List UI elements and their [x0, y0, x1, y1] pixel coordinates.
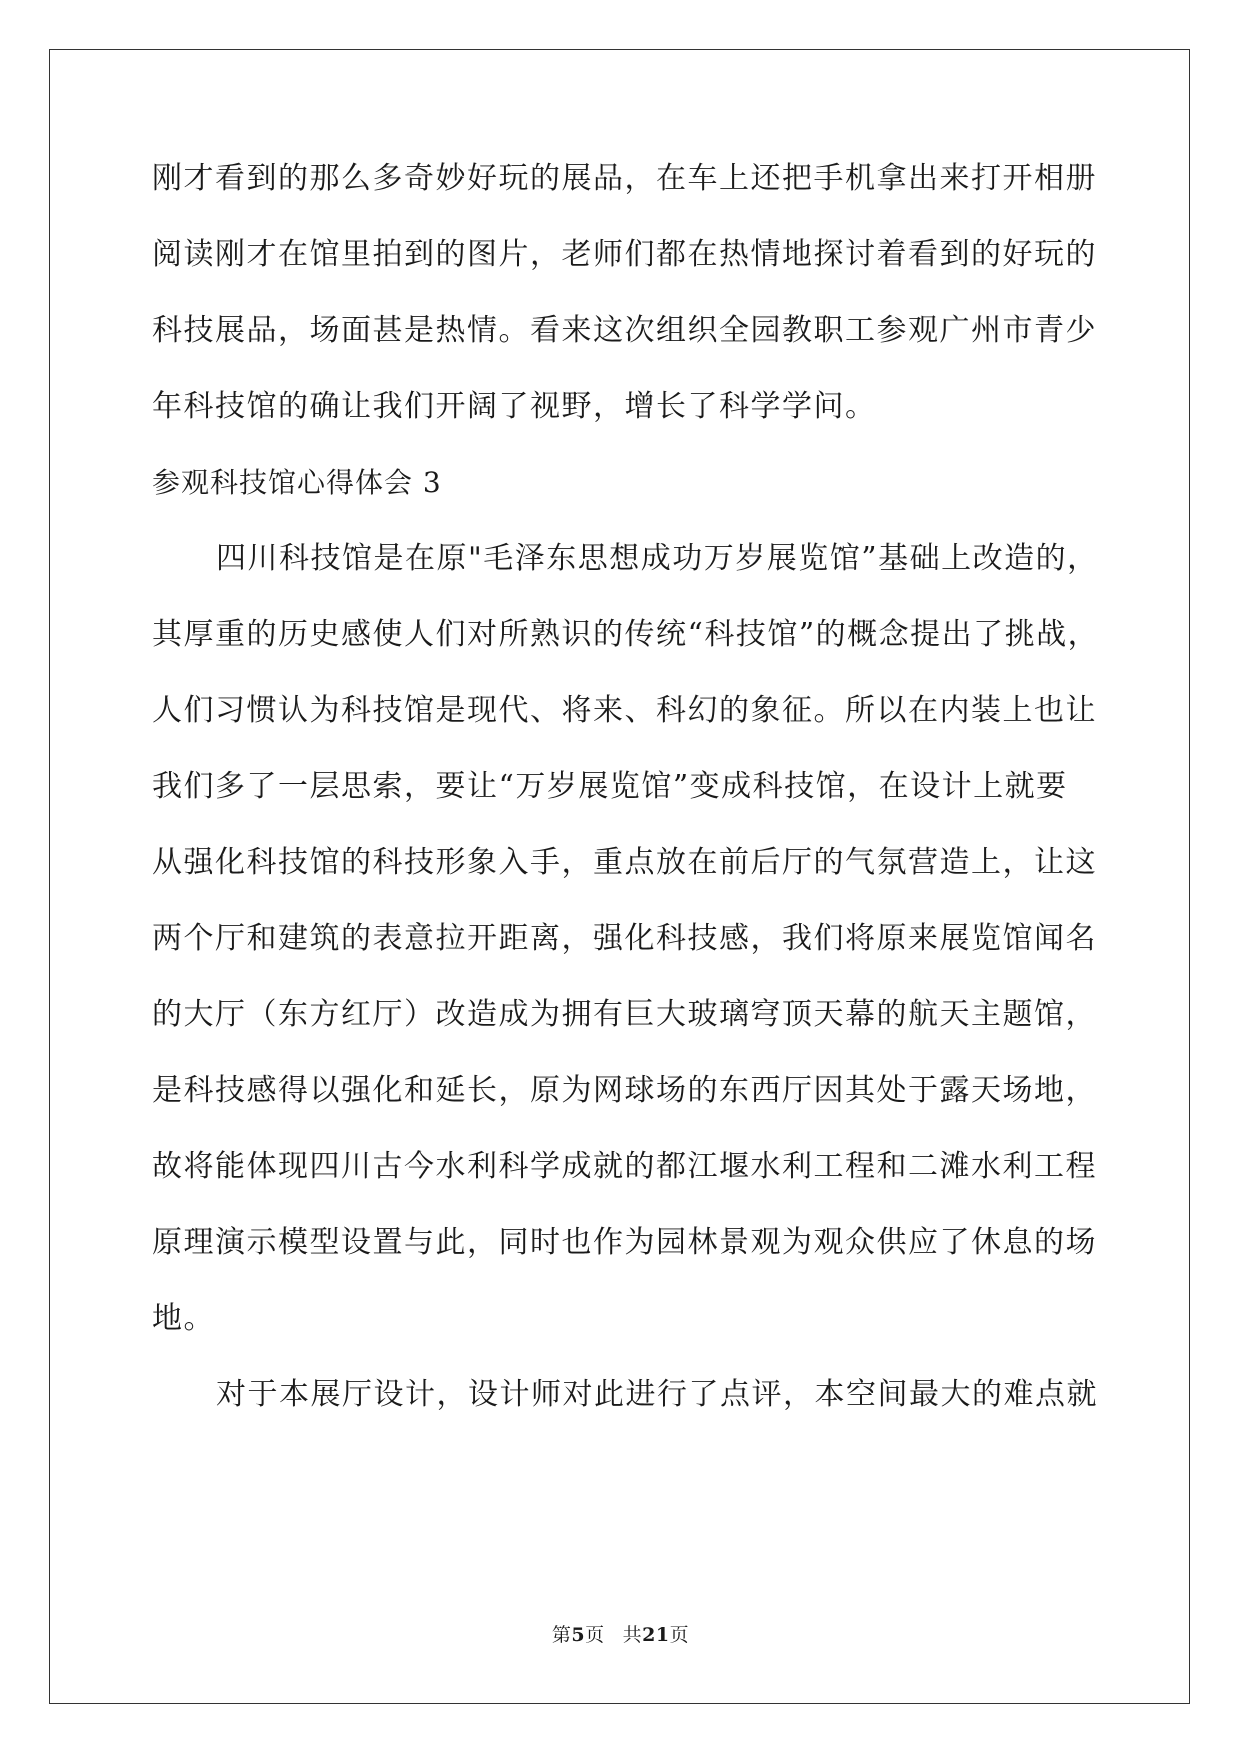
page-prefix: 第 [551, 1624, 572, 1646]
document-body [152, 160, 1100, 1452]
text-line: 科技展品，场面甚是热情。看来这次组织全园教职工参观广州市青少 [152, 313, 1097, 348]
text-line: 人们习惯认为科技馆是现代、将来、科幻的象征。所以在内装上也让 [152, 693, 1097, 728]
text-line: 原理演示模型设置与此，同时也作为园林景观为观众供应了休息的场 [152, 1225, 1097, 1260]
total-suffix: 页 [669, 1624, 690, 1646]
section-heading: 参观科技馆心得体会 3 [152, 466, 442, 499]
text-line: 是科技感得以强化和延长，原为网球场的东西厅因其处于露天场地， [152, 1073, 1097, 1108]
text-line: 我们多了一层思索，要让“万岁展览馆”变成科技馆，在设计上就要 [152, 769, 1068, 804]
text-line: 故将能体现四川古今水利科学成就的都江堰水利工程和二滩水利工程 [152, 1149, 1097, 1184]
text-line: 阅读刚才在馆里拍到的图片，老师们都在热情地探讨着看到的好玩的 [152, 237, 1097, 272]
text-line: 其厚重的历史感使人们对所熟识的传统“科技馆”的概念提出了挑战， [152, 617, 1100, 652]
page-number: 5 [571, 1624, 586, 1646]
page-suffix: 页 [585, 1624, 605, 1646]
page-footer [0, 1620, 1241, 1647]
text-line: 的大厅（东方红厅）改造成为拥有巨大玻璃穹顶天幕的航天主题馆， [152, 997, 1097, 1032]
text-line: 从强化科技馆的科技形象入手，重点放在前后厅的气氛营造上，让这 [152, 845, 1097, 880]
text-line: 地。 [152, 1301, 215, 1336]
total-prefix: 共 [622, 1624, 643, 1646]
text-line: 刚才看到的那么多奇妙好玩的展品，在车上还把手机拿出来打开相册 [152, 161, 1097, 196]
paragraph-first-line: 四川科技馆是在原"毛泽东思想成功万岁展览馆”基础上改造的， [216, 541, 1099, 576]
text-line: 年科技馆的确让我们开阔了视野，增长了科学学问。 [152, 389, 877, 424]
text-line: 两个厅和建筑的表意拉开距离，强化科技感，我们将原来展览馆闻名 [152, 921, 1097, 956]
total-pages: 21 [642, 1624, 670, 1646]
paragraph-first-line: 对于本展厅设计，设计师对此进行了点评，本空间最大的难点就 [216, 1377, 1098, 1412]
